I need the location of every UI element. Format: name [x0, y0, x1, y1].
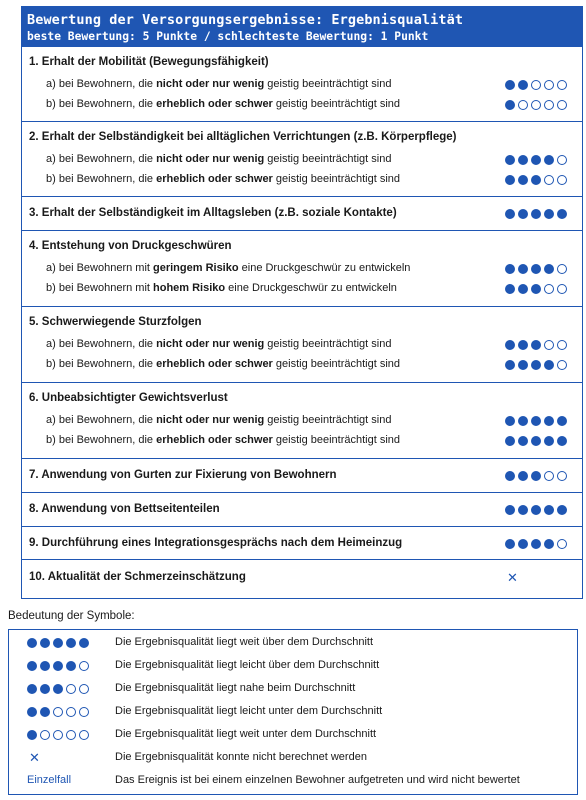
filled-dot-icon	[505, 416, 515, 426]
filled-dot-icon	[544, 505, 554, 515]
empty-dot-icon	[557, 471, 567, 481]
filled-dot-icon	[518, 175, 528, 185]
criterion-title: 1. Erhalt der Mobilität (Bewegungsfähigkeit)	[29, 56, 269, 68]
filled-dot-icon	[40, 684, 50, 694]
criterion-section	[22, 231, 582, 307]
filled-dot-icon	[505, 209, 515, 219]
sub-criterion-rating	[505, 79, 583, 91]
empty-dot-icon	[518, 100, 528, 110]
sub-criterion-rating	[505, 359, 583, 371]
empty-dot-icon	[557, 175, 567, 185]
sub-criterion-rating	[505, 339, 583, 351]
legend-symbol	[27, 706, 92, 718]
empty-dot-icon	[66, 730, 76, 740]
filled-dot-icon	[505, 264, 515, 274]
filled-dot-icon	[518, 505, 528, 515]
empty-dot-icon	[544, 175, 554, 185]
filled-dot-icon	[531, 284, 541, 294]
filled-dot-icon	[531, 471, 541, 481]
legend-title: Bedeutung der Symbole:	[8, 610, 135, 622]
filled-dot-icon	[518, 539, 528, 549]
legend-symbol-word: Einzelfall	[27, 774, 72, 786]
empty-dot-icon	[40, 730, 50, 740]
empty-dot-icon	[53, 730, 63, 740]
filled-dot-icon	[505, 175, 515, 185]
table-title: Bewertung der Versorgungsergebnisse: Ergebnisqualität	[27, 12, 464, 28]
sub-criterion-label: b) bei Bewohnern, die erheblich oder schwer geistig beeinträchtigt sind	[46, 98, 401, 110]
filled-dot-icon	[518, 360, 528, 370]
legend-row	[9, 657, 577, 675]
filled-dot-icon	[531, 360, 541, 370]
filled-dot-icon	[518, 340, 528, 350]
empty-dot-icon	[544, 80, 554, 90]
filled-dot-icon	[518, 416, 528, 426]
empty-dot-icon	[544, 471, 554, 481]
filled-dot-icon	[505, 155, 515, 165]
empty-dot-icon	[557, 155, 567, 165]
filled-dot-icon	[505, 436, 515, 446]
filled-dot-icon	[557, 505, 567, 515]
filled-dot-icon	[505, 284, 515, 294]
filled-dot-icon	[66, 638, 76, 648]
sub-criterion-label: a) bei Bewohnern, die nicht oder nur wenig geistig beeinträchtigt sind	[46, 78, 392, 90]
sub-criterion-rating	[505, 154, 583, 166]
filled-dot-icon	[557, 416, 567, 426]
empty-dot-icon	[544, 340, 554, 350]
legend-symbol	[27, 660, 92, 672]
filled-dot-icon	[531, 505, 541, 515]
empty-dot-icon	[544, 100, 554, 110]
legend-description: Die Ergebnisqualität liegt weit über dem Durchschnitt	[115, 636, 374, 648]
filled-dot-icon	[518, 264, 528, 274]
legend-row	[9, 772, 577, 790]
empty-dot-icon	[79, 707, 89, 717]
filled-dot-icon	[505, 471, 515, 481]
filled-dot-icon	[66, 661, 76, 671]
empty-dot-icon	[79, 661, 89, 671]
criterion-title: 10. Aktualität der Schmerzeinschätzung	[29, 570, 246, 583]
legend-row	[9, 680, 577, 698]
empty-dot-icon	[531, 100, 541, 110]
criterion-rating	[505, 470, 583, 482]
filled-dot-icon	[518, 284, 528, 294]
sub-criterion-rating	[505, 174, 583, 186]
criterion-section	[22, 383, 582, 459]
filled-dot-icon	[518, 471, 528, 481]
legend-row	[9, 703, 577, 721]
empty-dot-icon	[53, 707, 63, 717]
filled-dot-icon	[544, 155, 554, 165]
empty-dot-icon	[531, 80, 541, 90]
filled-dot-icon	[544, 360, 554, 370]
sub-criterion-rating	[505, 415, 583, 427]
filled-dot-icon	[53, 661, 63, 671]
filled-dot-icon	[505, 340, 515, 350]
legend-row	[9, 634, 577, 652]
filled-dot-icon	[544, 539, 554, 549]
criterion-title: 8. Anwendung von Bettseitenteilen	[29, 503, 220, 515]
empty-dot-icon	[557, 80, 567, 90]
criterion-rating	[505, 569, 583, 585]
criterion-section	[22, 493, 582, 527]
filled-dot-icon	[79, 638, 89, 648]
filled-dot-icon	[505, 539, 515, 549]
criterion-section	[22, 560, 582, 595]
criterion-rating	[505, 504, 583, 516]
filled-dot-icon	[531, 155, 541, 165]
legend-description: Das Ereignis ist bei einem einzelnen Bewohner aufgetreten und wird nicht bewertet	[115, 774, 520, 786]
filled-dot-icon	[27, 684, 37, 694]
empty-dot-icon	[66, 707, 76, 717]
filled-dot-icon	[27, 730, 37, 740]
empty-dot-icon	[557, 360, 567, 370]
filled-dot-icon	[531, 436, 541, 446]
legend-symbol	[27, 683, 92, 695]
empty-dot-icon	[557, 100, 567, 110]
filled-dot-icon	[544, 264, 554, 274]
filled-dot-icon	[557, 209, 567, 219]
filled-dot-icon	[53, 684, 63, 694]
sub-criterion-label: a) bei Bewohnern, die nicht oder nur wenig geistig beeinträchtigt sind	[46, 414, 392, 426]
filled-dot-icon	[505, 100, 515, 110]
empty-dot-icon	[79, 684, 89, 694]
sub-criterion-label: b) bei Bewohnern mit hohem Risiko eine Druckgeschwür zu entwickeln	[46, 282, 397, 294]
sub-criterion-label: a) bei Bewohnern, die nicht oder nur wenig geistig beeinträchtigt sind	[46, 338, 392, 350]
legend-description: Die Ergebnisqualität liegt leicht über dem Durchschnitt	[115, 659, 380, 671]
empty-dot-icon	[557, 340, 567, 350]
criterion-title: 2. Erhalt der Selbständigkeit bei alltäglichen Verrichtungen (z.B. Körperpflege)	[29, 131, 457, 143]
criterion-section	[22, 459, 582, 493]
filled-dot-icon	[518, 155, 528, 165]
table-subtitle: beste Bewertung: 5 Punkte / schlechteste Bewertung: 1 Punkt	[27, 30, 429, 43]
sub-criterion-label: b) bei Bewohnern, die erheblich oder schwer geistig beeinträchtigt sind	[46, 173, 401, 185]
filled-dot-icon	[544, 436, 554, 446]
criterion-section	[22, 307, 582, 383]
criterion-title: 6. Unbeabsichtigter Gewichtsverlust	[29, 392, 228, 404]
legend-row	[9, 726, 577, 744]
filled-dot-icon	[531, 175, 541, 185]
table-header	[22, 7, 582, 47]
empty-dot-icon	[544, 284, 554, 294]
empty-dot-icon	[66, 684, 76, 694]
filled-dot-icon	[27, 661, 37, 671]
ratings-table	[21, 6, 583, 599]
filled-dot-icon	[531, 539, 541, 549]
empty-dot-icon	[557, 284, 567, 294]
sub-criterion-label: a) bei Bewohnern, die nicht oder nur wenig geistig beeinträchtigt sind	[46, 153, 392, 165]
legend-row	[9, 749, 577, 767]
criterion-title: 9. Durchführung eines Integrationsgesprächs nach dem Heimeinzug	[29, 536, 403, 549]
sub-criterion-label: b) bei Bewohnern, die erheblich oder schwer geistig beeinträchtigt sind	[46, 358, 401, 370]
sub-criterion-rating	[505, 263, 583, 275]
filled-dot-icon	[531, 264, 541, 274]
criterion-rating	[505, 208, 583, 220]
legend-description: Die Ergebnisqualität liegt nahe beim Durchschnitt	[115, 682, 356, 694]
sub-criterion-label: b) bei Bewohnern, die erheblich oder schwer geistig beeinträchtigt sind	[46, 434, 401, 446]
empty-dot-icon	[557, 539, 567, 549]
criterion-section	[22, 527, 582, 560]
filled-dot-icon	[40, 707, 50, 717]
filled-dot-icon	[505, 80, 515, 90]
filled-dot-icon	[518, 209, 528, 219]
empty-dot-icon	[79, 730, 89, 740]
filled-dot-icon	[40, 661, 50, 671]
criteria-list	[22, 47, 582, 595]
criterion-rating	[505, 538, 583, 550]
filled-dot-icon	[27, 707, 37, 717]
sub-criterion-label: a) bei Bewohnern mit geringem Risiko eine Druckgeschwür zu entwickeln	[46, 262, 411, 274]
filled-dot-icon	[531, 209, 541, 219]
empty-dot-icon	[557, 264, 567, 274]
not-calculable-icon: ✕	[507, 569, 518, 585]
legend-symbol	[27, 729, 92, 741]
filled-dot-icon	[518, 436, 528, 446]
sub-criterion-rating	[505, 435, 583, 447]
criterion-section	[22, 197, 582, 231]
filled-dot-icon	[531, 340, 541, 350]
filled-dot-icon	[53, 638, 63, 648]
legend-description: Die Ergebnisqualität konnte nicht berechnet werden	[115, 751, 367, 763]
criterion-section	[22, 122, 582, 197]
legend-description: Die Ergebnisqualität liegt weit unter dem Durchschnitt	[115, 728, 377, 740]
criterion-title: 4. Entstehung von Druckgeschwüren	[29, 240, 232, 252]
sub-criterion-rating	[505, 283, 583, 295]
filled-dot-icon	[531, 416, 541, 426]
filled-dot-icon	[544, 416, 554, 426]
legend-box	[8, 629, 578, 795]
filled-dot-icon	[557, 436, 567, 446]
legend-symbol	[27, 752, 40, 764]
filled-dot-icon	[544, 209, 554, 219]
filled-dot-icon	[505, 505, 515, 515]
filled-dot-icon	[518, 80, 528, 90]
sub-criterion-rating	[505, 99, 583, 111]
not-calculable-icon: ✕	[29, 750, 40, 765]
criterion-title: 7. Anwendung von Gurten zur Fixierung von Bewohnern	[29, 469, 337, 481]
filled-dot-icon	[505, 360, 515, 370]
filled-dot-icon	[27, 638, 37, 648]
criterion-title: 3. Erhalt der Selbständigkeit im Alltagsleben (z.B. soziale Kontakte)	[29, 207, 397, 219]
criterion-section	[22, 47, 582, 122]
legend-symbol	[27, 637, 92, 649]
legend-description: Die Ergebnisqualität liegt leicht unter dem Durchschnitt	[115, 705, 383, 717]
criterion-title: 5. Schwerwiegende Sturzfolgen	[29, 316, 202, 328]
filled-dot-icon	[40, 638, 50, 648]
